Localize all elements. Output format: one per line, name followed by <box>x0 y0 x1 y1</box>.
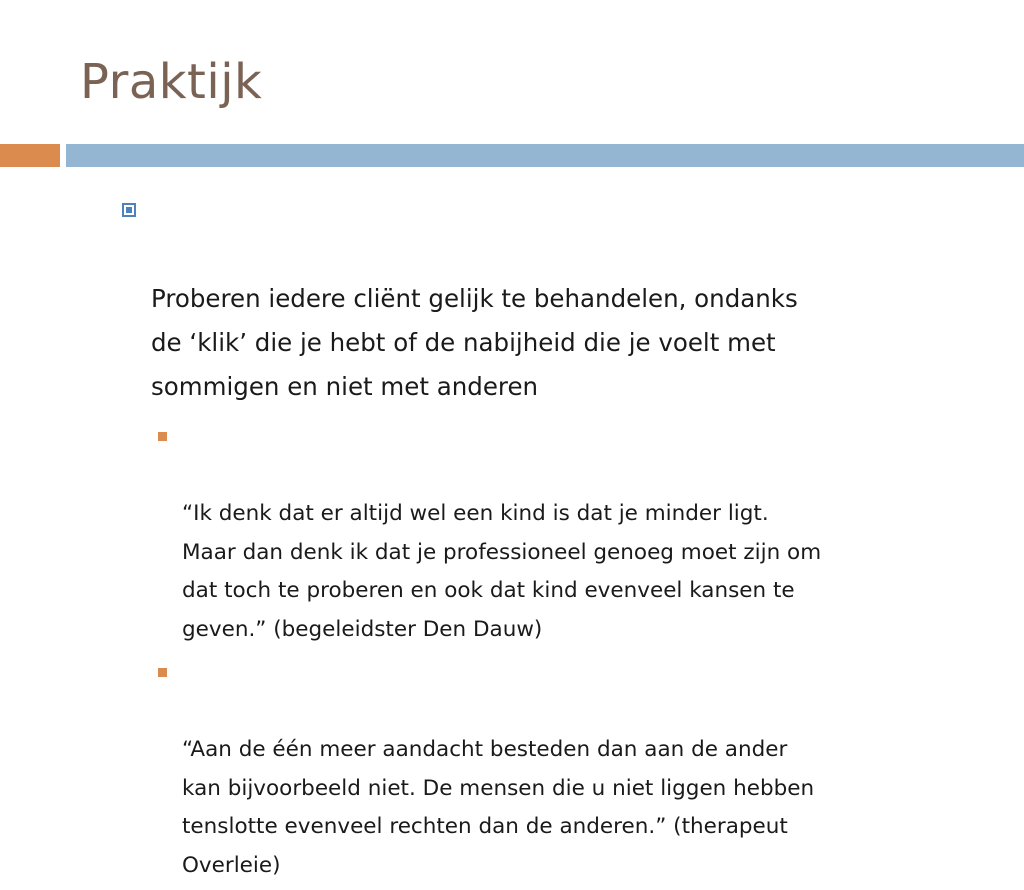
square-bullet-icon <box>158 668 167 677</box>
accent-bar-blue <box>66 144 1024 167</box>
sub-bullet-list <box>122 418 992 885</box>
accent-bar-orange <box>0 144 60 167</box>
sub-bullet-text: “Ik denk dat er altijd wel een kind is dat je minder ligt. Maar dan denk ik dat je professioneel genoeg moet zijn om dat toch te proberen en ook dat kind evenveel kansen te geven.” (begeleidster Den Dauw) <box>182 501 822 642</box>
bullet-text: Proberen iedere cliënt gelijk te behandelen, ondanks de ‘klik’ die je hebt of de nabijheid die je voelt met sommigen en niet met anderen <box>151 284 798 401</box>
bullet-item <box>122 189 951 409</box>
slide-title: Praktijk <box>80 54 263 110</box>
sub-bullet-item <box>158 654 992 885</box>
square-outline-bullet-icon <box>122 203 136 217</box>
square-bullet-icon <box>158 432 167 441</box>
slide-content <box>122 189 992 890</box>
sub-bullet-item <box>158 418 992 649</box>
sub-bullet-text: “Aan de één meer aandacht besteden dan aan de ander kan bijvoorbeeld niet. De mensen die u niet liggen hebben tenslotte evenveel rechten dan de anderen.” (therapeut Overleie) <box>182 737 815 878</box>
